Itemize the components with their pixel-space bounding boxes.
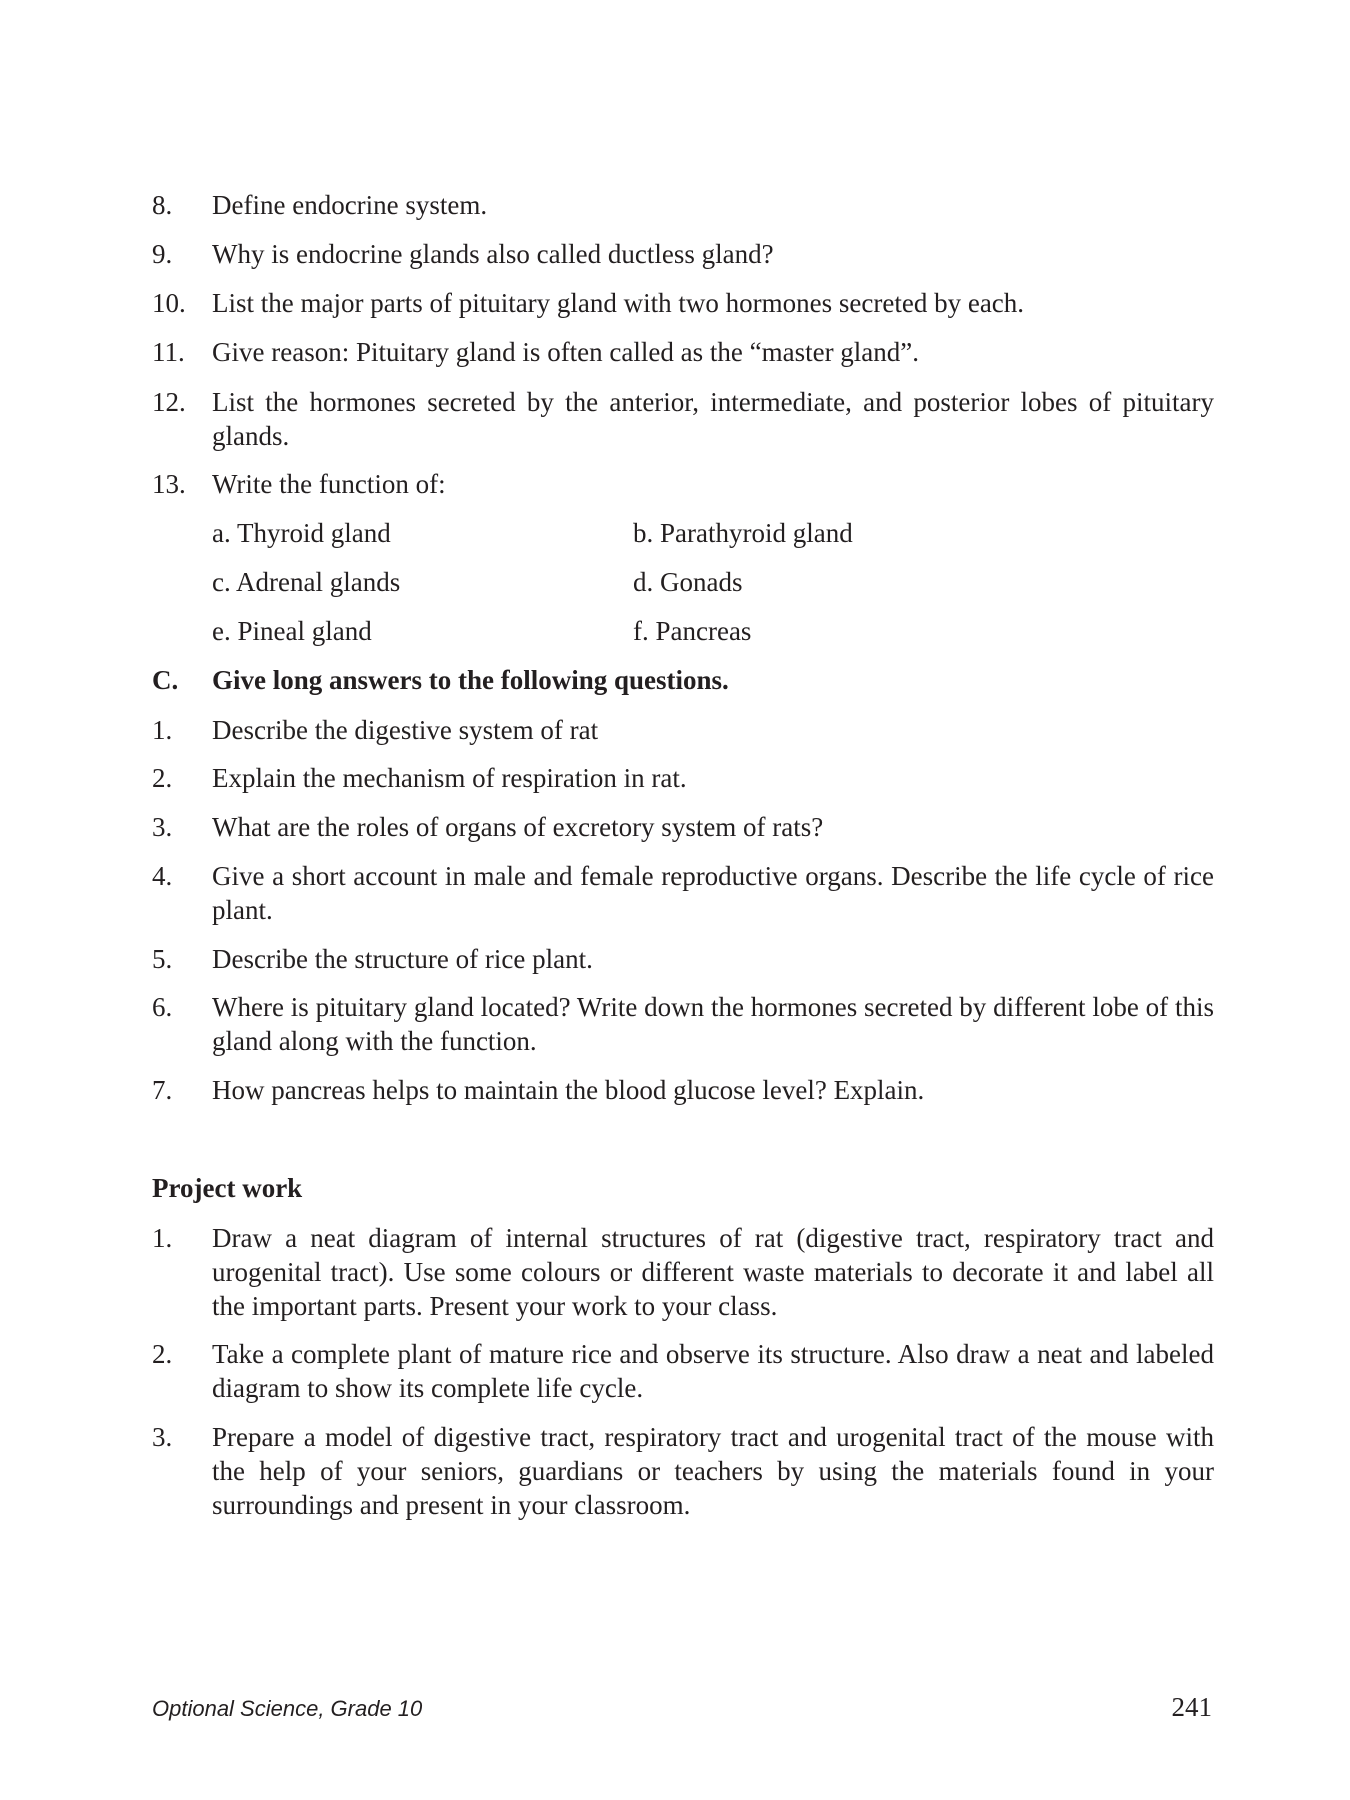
- question-number: 10.: [152, 288, 186, 318]
- sub-item-pineal: e. Pineal gland: [212, 616, 372, 646]
- long-question-item: [152, 859, 1214, 927]
- footer-book-title: Optional Science, Grade 10: [152, 1696, 423, 1721]
- question-number: 11.: [152, 337, 185, 367]
- project-number: 2.: [152, 1339, 173, 1369]
- project-number: 3.: [152, 1422, 173, 1452]
- project-text: Take a complete plant of mature rice and observe its structure. Also draw a neat and labeled diagram to show its complete life cycle.: [212, 1339, 1214, 1403]
- question-item: [152, 286, 1214, 320]
- question-text: Give a short account in male and female reproductive organs. Describe the life cycle of rice plant.: [212, 861, 1214, 925]
- question-item: [152, 467, 1214, 501]
- question-number: 2.: [152, 763, 173, 793]
- question-item: [152, 385, 1214, 453]
- page-number: 241: [1171, 1692, 1212, 1722]
- question-number: 6.: [152, 992, 173, 1022]
- question-text: Give reason: Pituitary gland is often called as the “master gland”.: [212, 337, 920, 367]
- question-number: 8.: [152, 190, 173, 220]
- question-text: What are the roles of organs of excretory system of rats?: [212, 812, 824, 842]
- question-text: How pancreas helps to maintain the blood glucose level? Explain.: [212, 1075, 925, 1105]
- question-number: 4.: [152, 861, 173, 891]
- project-number: 1.: [152, 1223, 173, 1253]
- question-text: Define endocrine system.: [212, 190, 488, 220]
- question-text: List the major parts of pituitary gland with two hormones secreted by each.: [212, 288, 1025, 318]
- section-letter: C.: [152, 665, 179, 695]
- project-item: [152, 1420, 1214, 1522]
- question-number: 1.: [152, 715, 173, 745]
- question-number: 7.: [152, 1075, 173, 1105]
- project-item: [152, 1337, 1214, 1405]
- long-question-item: [152, 990, 1214, 1058]
- section-heading-text: Give long answers to the following questions.: [212, 665, 729, 695]
- project-item: [152, 1221, 1214, 1323]
- question-text: Write the function of:: [212, 469, 446, 499]
- question-item: [152, 237, 1214, 271]
- section-c-heading: [152, 663, 1214, 697]
- sub-item-pancreas: f. Pancreas: [633, 616, 752, 646]
- question-number: 13.: [152, 469, 186, 499]
- question-number: 3.: [152, 812, 173, 842]
- long-question-item: [152, 713, 1214, 747]
- sub-item-gonads: d. Gonads: [633, 567, 743, 597]
- long-question-item: [152, 1073, 1214, 1107]
- project-text: Draw a neat diagram of internal structures of rat (digestive tract, respiratory tract and urogenital tract). Use some colours or different waste materials to decorate it and label all the important parts. Present your work to your class.: [212, 1223, 1214, 1321]
- question-number: 5.: [152, 944, 173, 974]
- question-text: Why is endocrine glands also called ductless gland?: [212, 239, 774, 269]
- question-text: Describe the digestive system of rat: [212, 715, 599, 745]
- sub-item-adrenal: c. Adrenal glands: [212, 567, 401, 597]
- sub-item-parathyroid: b. Parathyroid gland: [633, 518, 853, 548]
- question-text: Explain the mechanism of respiration in rat.: [212, 763, 687, 793]
- question-number: 12.: [152, 387, 186, 417]
- question-item: [152, 188, 1214, 222]
- project-text: Prepare a model of digestive tract, respiratory tract and urogenital tract of the mouse with the help of your seniors, guardians or teachers by using the materials found in your surroundings and present in your classroom.: [212, 1422, 1214, 1520]
- question-text: List the hormones secreted by the anterior, intermediate, and posterior lobes of pituitary glands.: [212, 387, 1214, 451]
- question-text: Where is pituitary gland located? Write down the hormones secreted by different lobe of this gland along with the function.: [212, 992, 1214, 1056]
- question-item: [152, 335, 1214, 369]
- long-question-item: [152, 942, 1214, 976]
- question-number: 9.: [152, 239, 173, 269]
- long-question-item: [152, 810, 1214, 844]
- sub-item-thyroid: a. Thyroid gland: [212, 518, 391, 548]
- question-text: Describe the structure of rice plant.: [212, 944, 593, 974]
- long-question-item: [152, 761, 1214, 795]
- project-work-heading: Project work: [152, 1173, 303, 1203]
